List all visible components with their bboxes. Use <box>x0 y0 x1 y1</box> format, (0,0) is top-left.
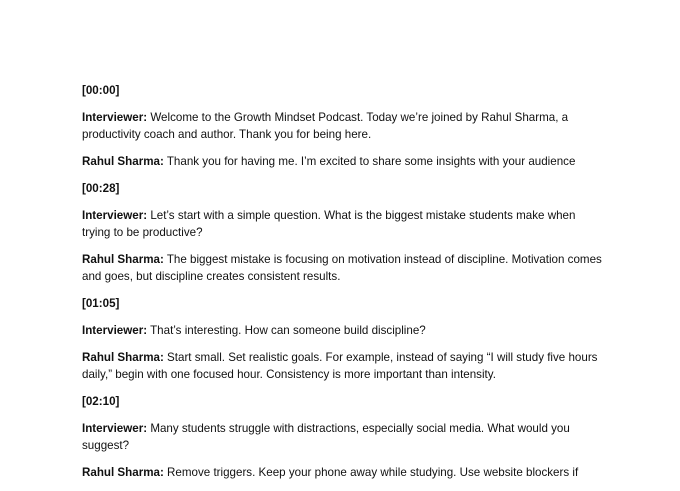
line-text: Start small. Set realistic goals. For example, instead of saying “I will study five hours daily,” begin with one focused hour. Consistency is more important than intensity. <box>82 351 598 381</box>
speaker-label: Interviewer: <box>82 324 148 337</box>
line-text: The biggest mistake is focusing on motivation instead of discipline. Motivation comes and goes, but discipline creates consistent results. <box>82 253 602 283</box>
speaker-label: Rahul Sharma: <box>82 253 164 266</box>
timestamp: [00:00] <box>82 84 120 97</box>
speaker-label: Rahul Sharma: <box>82 466 164 479</box>
line-text: Many students struggle with distractions, especially social media. What would you suggest? <box>82 422 570 452</box>
line-text: Welcome to the Growth Mindset Podcast. Today we’re joined by Rahul Sharma, a productivity coach and author. Thank you for being here. <box>82 111 569 141</box>
transcript-body <box>82 82 602 491</box>
speaker-label: Rahul Sharma: <box>82 155 164 168</box>
line-text: Let’s start with a simple question. What is the biggest mistake students make when trying to be productive? <box>82 209 576 239</box>
line-text: Thank you for having me. I’m excited to share some insights with your audience <box>163 155 576 168</box>
speaker-label: Interviewer: <box>82 422 148 435</box>
interviewer-line <box>82 420 602 454</box>
guest-line <box>82 464 602 481</box>
guest-line <box>82 349 602 383</box>
speaker-label: Interviewer: <box>82 209 148 222</box>
line-text: Remove triggers. Keep your phone away while studying. Use website blockers if <box>163 466 579 479</box>
timestamp: [01:05] <box>82 297 120 310</box>
interviewer-line <box>82 109 602 143</box>
timestamp: [00:28] <box>82 182 120 195</box>
interviewer-line <box>82 322 602 339</box>
line-text: That’s interesting. How can someone build discipline? <box>147 324 426 337</box>
interviewer-line <box>82 207 602 241</box>
speaker-label: Interviewer: <box>82 111 148 124</box>
guest-line <box>82 153 602 170</box>
timestamp: [02:10] <box>82 395 120 408</box>
guest-line <box>82 251 602 285</box>
speaker-label: Rahul Sharma: <box>82 351 164 364</box>
